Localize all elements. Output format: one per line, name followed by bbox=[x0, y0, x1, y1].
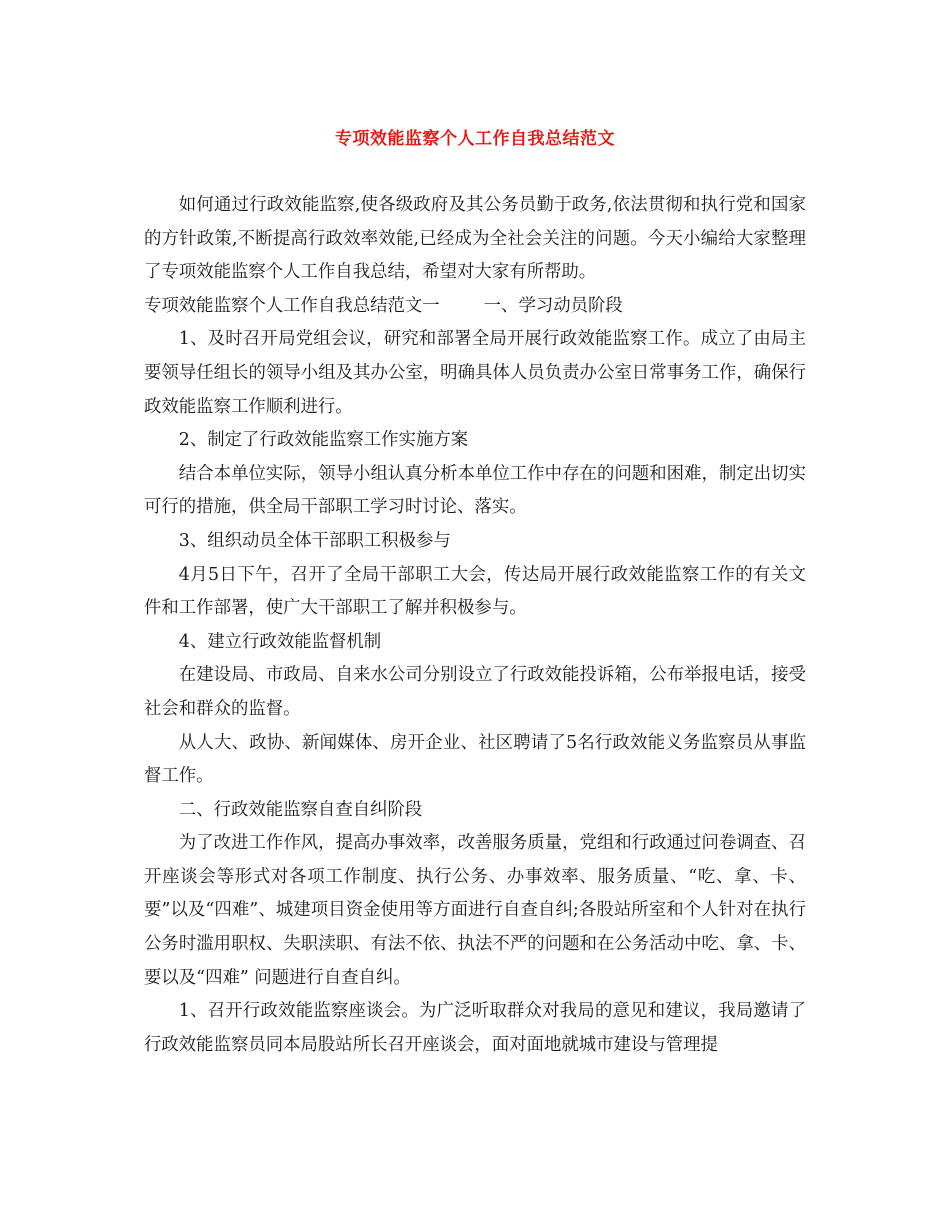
body-paragraph: 二、行政效能监察自查自纠阶段 bbox=[178, 799, 423, 820]
body-paragraph: 4、建立行政效能监督机制 bbox=[178, 631, 382, 652]
body-paragraph: 4月5日下午，召开了全局干部职工大会，传达局开展行政效能监察工作的有关文件和工作部署，使广大干部职工了解并积极参与。 bbox=[144, 564, 806, 619]
body-paragraph: 从人大、政协、新闻媒体、房开企业、社区聘请了5名行政效能义务监察员从事监督工作。 bbox=[144, 732, 806, 787]
body-paragraph: 1、召开行政效能监察座谈会。为广泛听取群众对我局的意见和建议，我局邀请了行政效能监察员同本局股站所长召开座谈会，面对面地就城市建设与管理提 bbox=[144, 1001, 806, 1055]
body-paragraph: 为了改进工作作风，提高办事效率，改善服务质量，党组和行政通过问卷调查、召开座谈会等形式对各项工作制度、执行公务、办事效率、服务质量、“吃、拿、卡、要”以及“四难”、城建项目资金使用等方面进行自查自纠;各股站所室和个人针对在执行公务时滥用职权、失职渎职、有法不依、执法不严的问题和在公务活动中吃、拿、卡、要以及“四难” 问题进行自查自纠。 bbox=[144, 833, 806, 988]
body-paragraph: 2、制定了行政效能监察工作实施方案 bbox=[178, 430, 469, 451]
body-paragraph: 1、及时召开局党组会议，研究和部署全局开展行政效能监察工作。成立了由局主要领导任组长的领导小组及其办公室，明确具体人员负责办公室日常事务工作，确保行政效能监察工作顺利进行。 bbox=[144, 329, 806, 417]
section-line bbox=[144, 290, 806, 324]
body-paragraph: 在建设局、市政局、自来水公司分别设立了行政效能投诉箱，公布举报电话，接受社会和群众的监督。 bbox=[144, 665, 806, 719]
body-paragraph: 3、组织动员全体干部职工积极参与 bbox=[178, 530, 451, 551]
intro-paragraph: 如何通过行政效能监察,使各级政府及其公务员勤于政务,依法贯彻和执行党和国家的方针政策,不断提高行政效率效能,已经成为全社会关注的问题。今天小编给大家整理了专项效能监察个人工作自我总结，希望对大家有所帮助。 bbox=[144, 195, 806, 283]
section-label: 专项效能监察个人工作自我总结范文一 bbox=[144, 295, 440, 316]
document-body bbox=[144, 189, 806, 1062]
body-paragraph: 结合本单位实际，领导小组认真分析本单位工作中存在的问题和困难，制定出切实可行的措施，供全局干部职工学习时讨论、落实。 bbox=[144, 463, 806, 518]
section-heading: 一、学习动员阶段 bbox=[483, 295, 623, 316]
document-title: 专项效能监察个人工作自我总结范文 bbox=[335, 129, 615, 149]
